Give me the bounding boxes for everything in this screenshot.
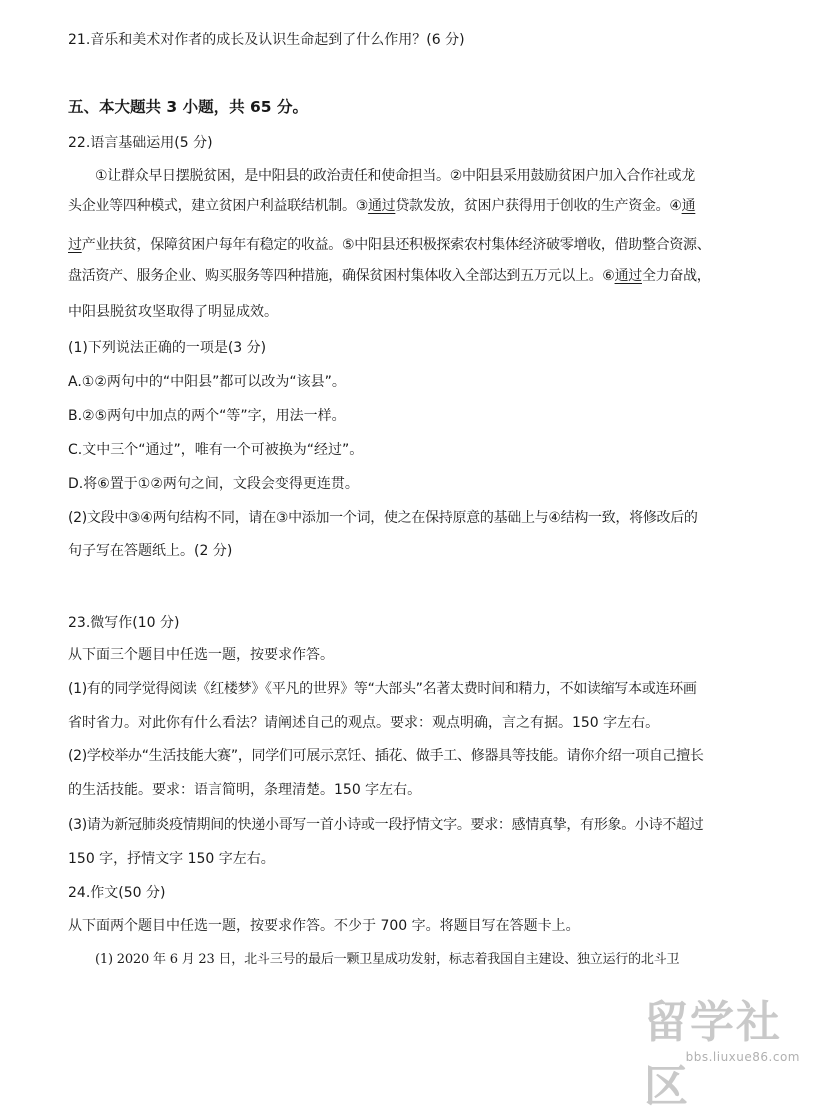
passage-line-2 xyxy=(68,196,695,216)
option-d: D.将⑥置于①②两句之间，文段会变得更连贯。 xyxy=(68,476,359,492)
passage-line-5: 中阳县脱贫攻坚取得了明显成效。 xyxy=(68,304,278,320)
passage-line-3 xyxy=(68,235,710,255)
sub-question-1: (1)下列说法正确的一项是(3 分) xyxy=(68,340,267,356)
prompt-1-line-2: 省时省力。对此你有什么看法？请阐述自己的观点。要求：观点明确，言之有据。150 字左右。 xyxy=(68,715,660,731)
option-a: A.①②两句中的“中阳县”都可以改为“该县”。 xyxy=(68,374,346,390)
underlined-tong: 通 xyxy=(681,198,696,214)
passage-text: 贷款发放，贫困户获得用于创收的生产资金。④ xyxy=(395,198,682,214)
prompt-3-line-1: (3)请为新冠肺炎疫情期间的快递小哥写一首小诗或一段抒情文字。要求：感情真挚，有形象。小诗不超过 xyxy=(68,817,704,833)
sub-question-2-line-2: 句子写在答题纸上。(2 分) xyxy=(68,543,233,559)
question-23-title: 23.微写作(10 分) xyxy=(68,615,180,631)
watermark xyxy=(644,986,804,1112)
prompt-2-line-1: (2)学校举办“生活技能大赛”，同学们可展示烹饪、插花、做手工、修器具等技能。请你介绍一项自己擅长 xyxy=(68,748,704,764)
section-heading: 五、本大题共 3 小题，共 65 分。 xyxy=(68,98,308,116)
watermark-logo: 留学社区 xyxy=(644,997,782,1112)
sub-question-2-line-1: (2)文段中③④两句结构不同，请在③中添加一个词，使之在保持原意的基础上与④结构一致，将修改后的 xyxy=(68,510,698,526)
question-24-title: 24.作文(50 分) xyxy=(68,885,166,901)
prompt-1-line-1: (1)有的同学觉得阅读《红楼梦》《平凡的世界》等“大部头”名著太费时间和精力，不如读缩写本或连环画 xyxy=(68,681,697,697)
passage-text: 全力奋战， xyxy=(641,268,711,284)
question-24-intro: 从下面两个题目中任选一题，按要求作答。不少于 700 字。将题目写在答题卡上。 xyxy=(68,918,580,934)
passage-text: 盘活资产、服务企业、购买服务等四种措施，确保贫困村集体收入全部达到五万元以上。⑥ xyxy=(68,268,615,284)
option-b: B.②⑤两句中加点的两个“等”字，用法一样。 xyxy=(68,408,346,424)
watermark-url: bbs.liuxue86.com xyxy=(685,1050,800,1064)
underlined-tongguo: 通过 xyxy=(614,268,642,284)
prompt-2-line-2: 的生活技能。要求：语言简明，条理清楚。150 字左右。 xyxy=(68,782,422,798)
passage-line-1: ①让群众早日摆脱贫困，是中阳县的政治责任和使命担当。②中阳县采用鼓励贫困户加入合作社或龙 xyxy=(95,168,695,184)
prompt-3-line-2: 150 字，抒情文字 150 字左右。 xyxy=(68,851,275,867)
passage-text: 头企业等四种模式，建立贫困户利益联结机制。③ xyxy=(68,198,368,214)
passage-line-4 xyxy=(68,266,710,286)
underlined-guo: 过 xyxy=(68,237,82,253)
question-23-intro: 从下面三个题目中任选一题，按要求作答。 xyxy=(68,647,334,663)
essay-prompt-1: (1) 2020 年 6 月 23 日，北斗三号的最后一颗卫星成功发射，标志着我国自主建设、独立运行的北斗卫 xyxy=(95,952,680,967)
question-22-title: 22.语言基础运用(5 分) xyxy=(68,135,213,151)
question-21: 21.音乐和美术对作者的成长及认识生命起到了什么作用？(6 分) xyxy=(68,32,465,48)
underlined-tongguo: 通过 xyxy=(367,198,396,214)
passage-text: 产业扶贫，保障贫困户每年有稳定的收益。⑤中阳县还积极探索农村集体经济破零增收，借助整合资源、 xyxy=(81,237,711,253)
option-c: C.文中三个“通过”，唯有一个可被换为“经过”。 xyxy=(68,442,364,458)
